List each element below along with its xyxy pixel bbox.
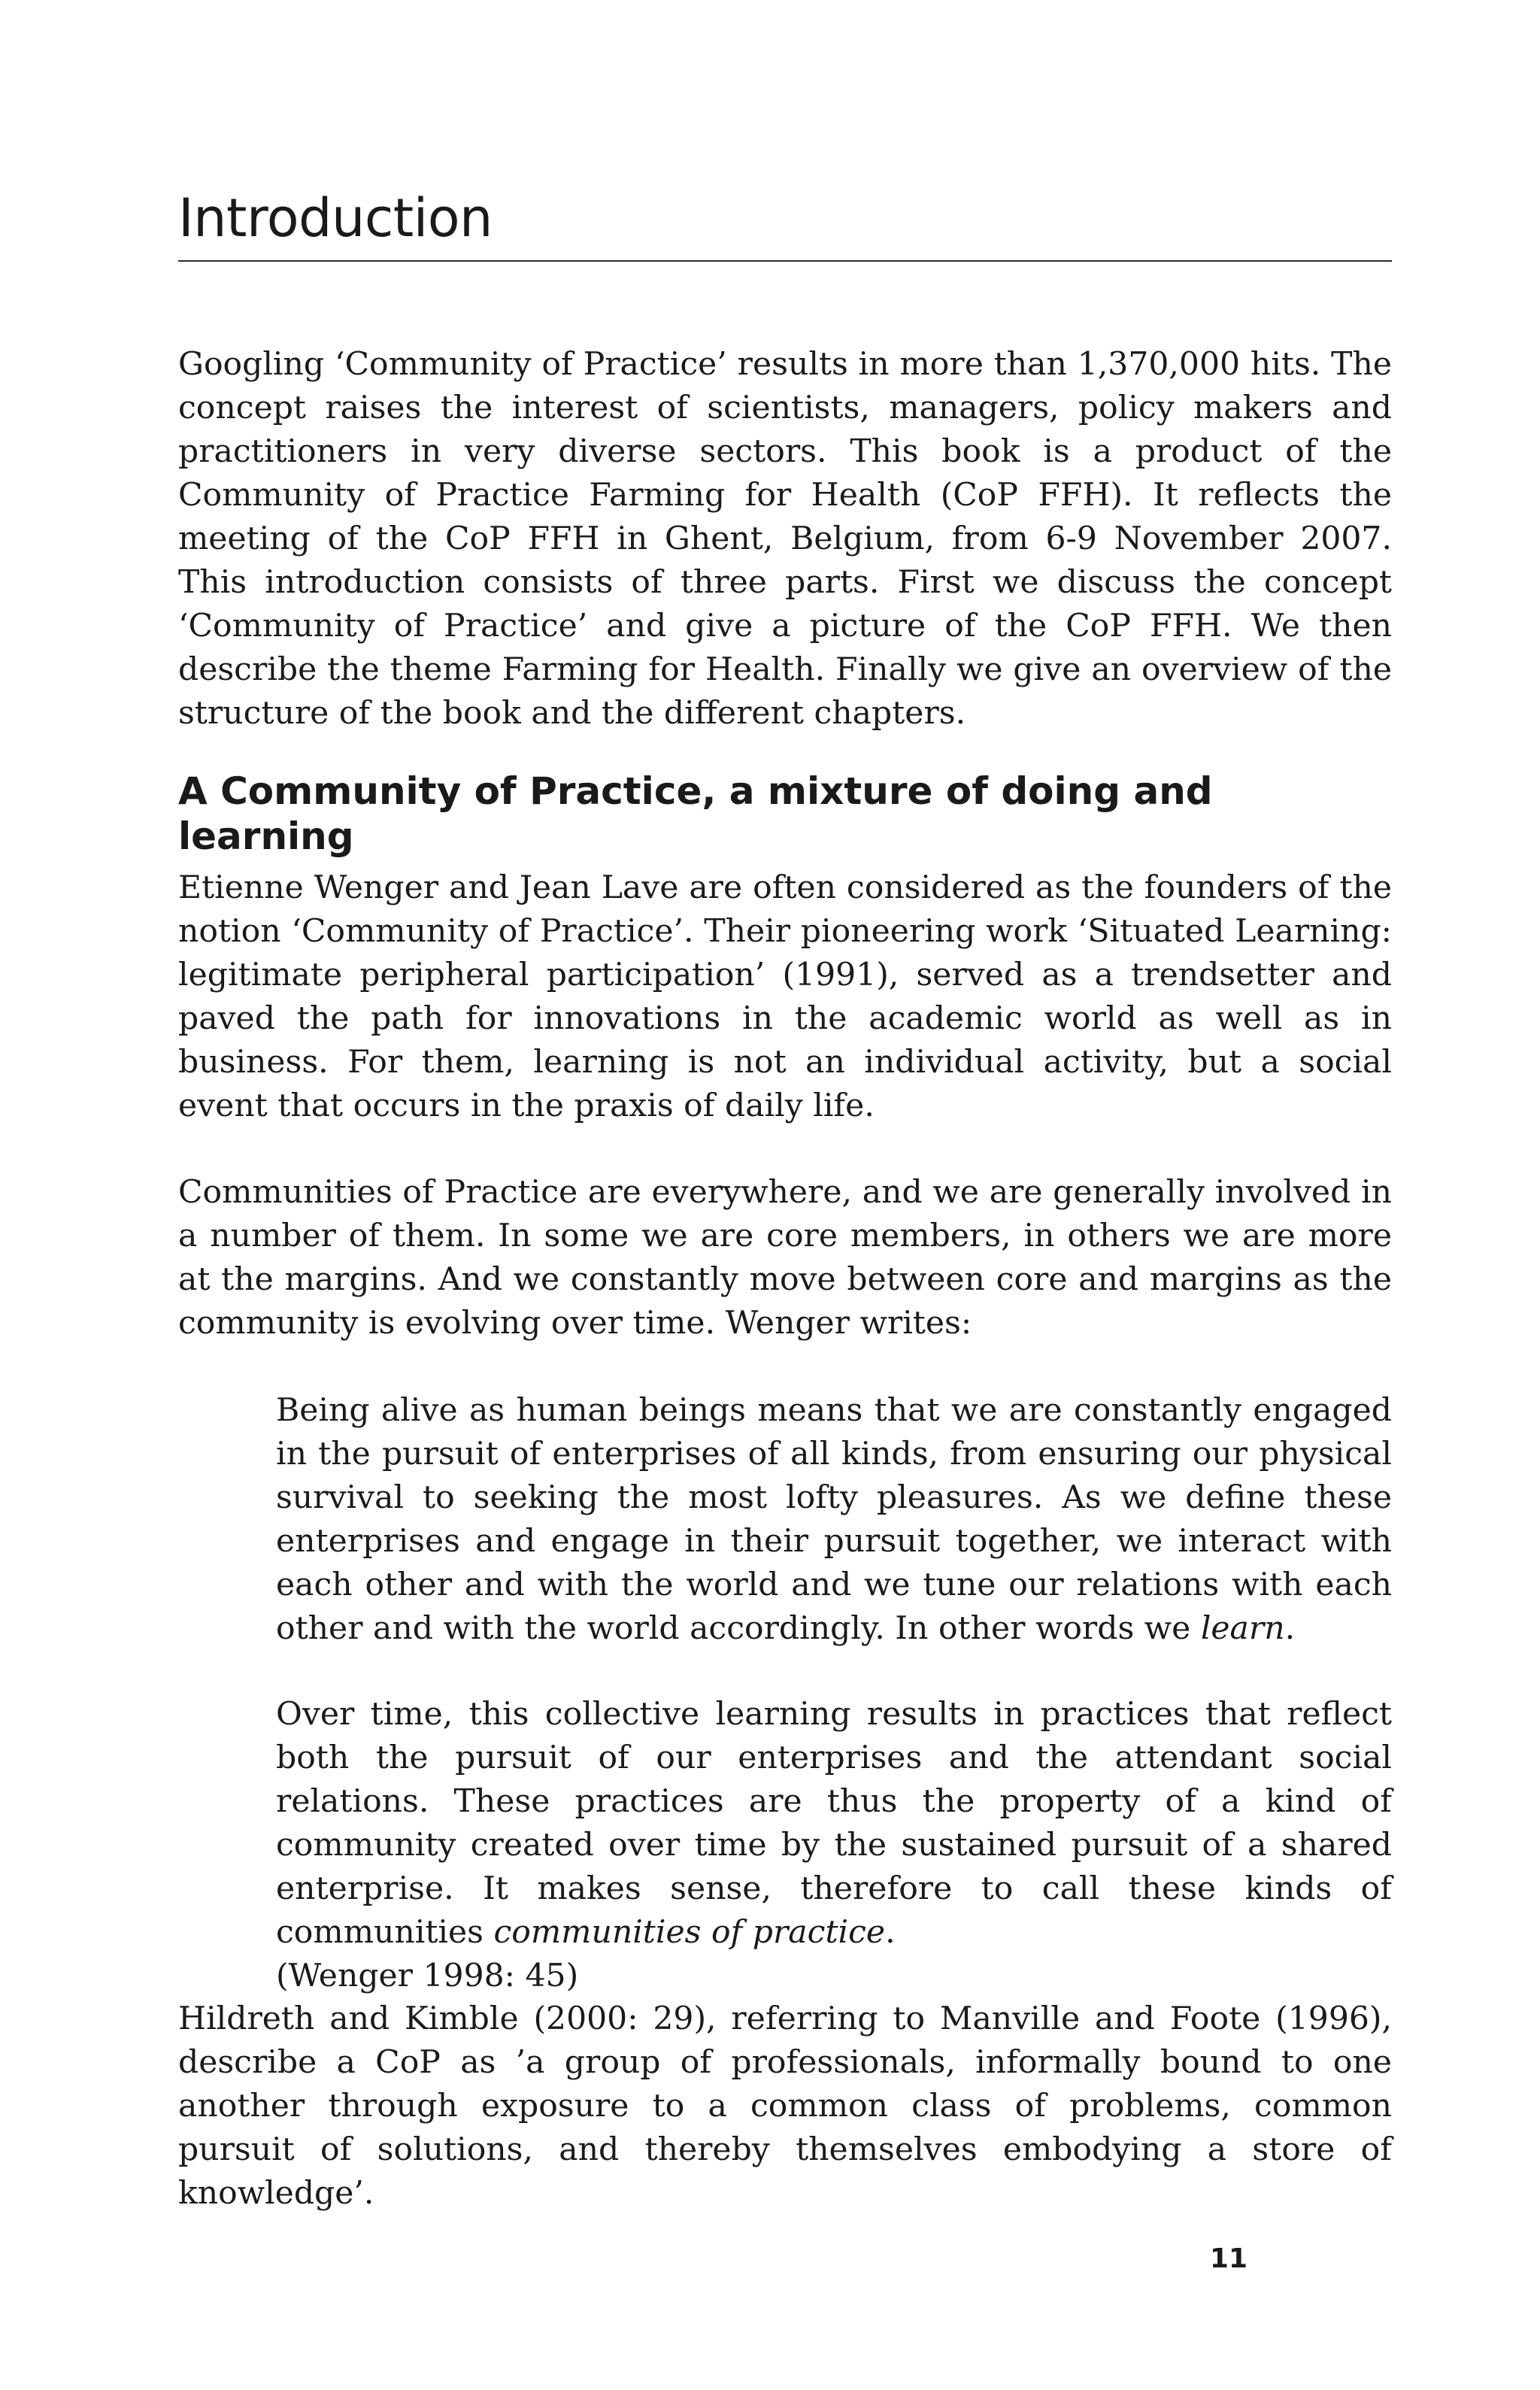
quote-1-text: Being alive as human beings means that we are constantly engaged in the pursuit of enterprises of all kinds, from ensuring our physical survival to seeking the most lofty pleasures. As we define these enterprises and engage in their pursuit together, we interact with each other and with the world and we tune our relations with each other and with the world accordingly. In other words we [276, 1392, 1392, 1647]
quote-2-end: . [885, 1914, 896, 1951]
section-paragraph-3: Hildreth and Kimble (2000: 29), referring to Manville and Foote (1996), describe a CoP as ’a group of professionals, informally bound to one another through exposure to a common class of problems, common pursuit of solutions, and thereby themselves embodying a store of knowledge’. [178, 2000, 1392, 2212]
quote-1-end: . [1284, 1610, 1296, 1647]
chapter-title: Introduction [178, 187, 493, 249]
quote-2-body [276, 1693, 1392, 1955]
block-quote-2 [276, 1693, 1392, 1998]
quote-citation: (Wenger 1998: 45) [276, 1958, 579, 1994]
intro-paragraph: Googling ‘Community of Practice’ results in more than 1,370,000 hits. The concept raises the interest of scientists, managers, policy makers and practitioners in very diverse sectors. This book is a product of the Community of Practice Farming for Health (CoP FFH). It reflects the meeting of the CoP FFH in Ghent, Belgium, from 6-9 November 2007. This introduction consists of three parts. First we discuss the concept ‘Community of Practice’ and give a picture of the CoP FFH. We then describe the theme Farming for Health. Finally we give an overview of the structure of the book and the different chapters. [178, 346, 1392, 732]
title-rule [178, 260, 1392, 262]
block-quote-1 [276, 1389, 1392, 1651]
quote-2-text: Over time, this collective learning results in practices that reflect both the pursuit of our enterprises and the attendant social relations. These practices are thus the property of a kind of community created over time by the sustained pursuit of a shared enterprise. It makes sense, therefore to call these kinds of communities [276, 1696, 1392, 1951]
quote-1-emphasis: learn [1200, 1610, 1285, 1647]
section-paragraph-2: Communities of Practice are everywhere, and we are generally involved in a number of them. In some we are core members, in others we are more at the margins. And we constantly move between core and margins as the community is evolving over time. Wenger writes: [178, 1174, 1392, 1342]
section-heading: A Community of Practice, a mixture of doing and learning [178, 769, 1213, 858]
page-number: 11 [1209, 2243, 1247, 2274]
quote-2-emphasis: communities of practice [493, 1914, 886, 1951]
section-paragraph-1: Etienne Wenger and Jean Lave are often considered as the founders of the notion ‘Community of Practice’. Their pioneering work ‘Situated Learning: legitimate peripheral participation’ (1991), served as a trendsetter and paved the path for innovations in the academic world as well as in business. For them, learning is not an individual activity, but a social event that occurs in the praxis of daily life. [178, 869, 1392, 1124]
